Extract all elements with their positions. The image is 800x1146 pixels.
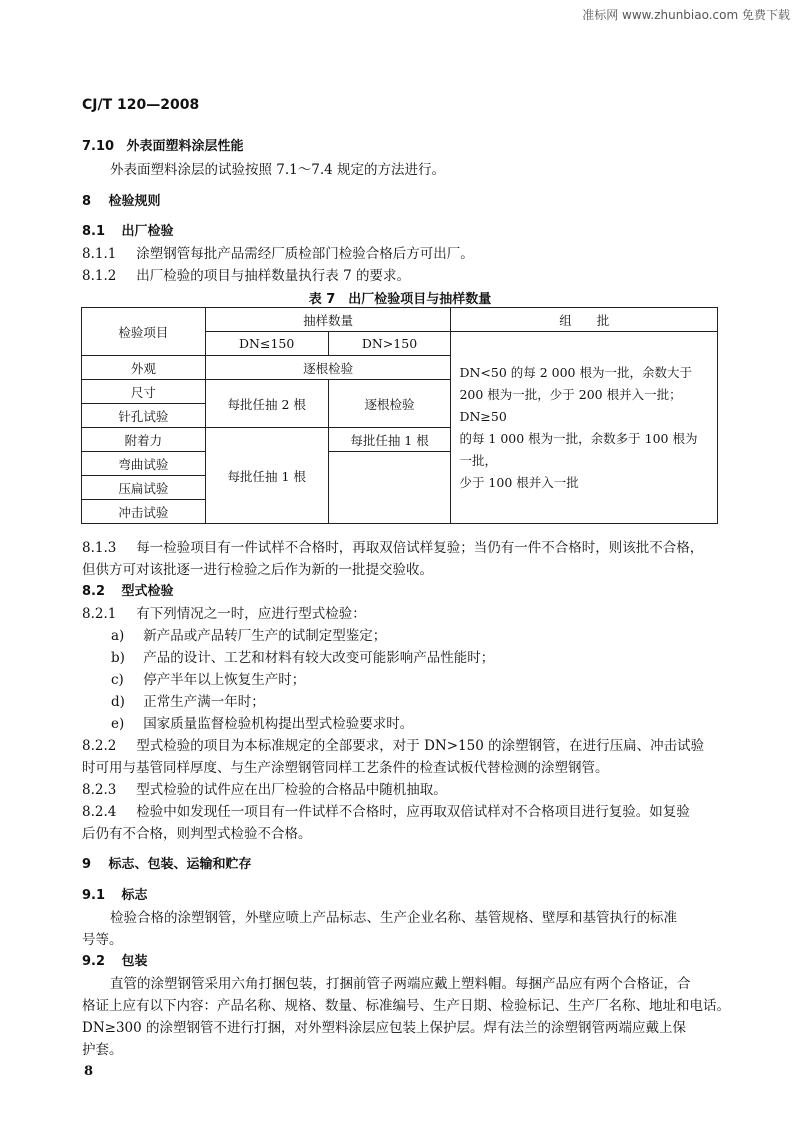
paragraph-8-2-1 bbox=[82, 602, 366, 622]
paragraph-8-1-1 bbox=[82, 242, 474, 262]
batch-rule-line: 的每 1 000 根为一批，余数多于 100 根为一批， bbox=[459, 430, 698, 468]
header-dn-le-150: DN≤150 bbox=[205, 332, 328, 356]
paragraph-8-1-3 bbox=[82, 536, 703, 556]
section-number: 8.1 bbox=[82, 224, 106, 239]
clause-number: 8.1.2 bbox=[82, 268, 117, 284]
batch-rule-line: DN<50 的每 2 000 根为一批，余数大于 bbox=[459, 364, 692, 380]
row-label-impact: 冲击试验 bbox=[82, 500, 206, 524]
batch-rule-cell bbox=[451, 332, 718, 524]
row-label-size: 尺寸 bbox=[82, 380, 206, 404]
paragraph-8-2-2 bbox=[82, 734, 704, 754]
clause-number: 8.2.4 bbox=[82, 804, 117, 820]
header-batch: 组 批 bbox=[451, 308, 718, 332]
cell-each-batch-1: 每批任抽 1 根 bbox=[205, 428, 328, 524]
heading-8-2 bbox=[82, 580, 174, 599]
cell-each-batch-1-dn-gt: 每批任抽 1 根 bbox=[328, 428, 451, 452]
section-title: 检验规则 bbox=[108, 194, 161, 209]
list-label: b) bbox=[111, 650, 125, 666]
paragraph-9-1: 检验合格的涂塑钢管，外壁应喷上产品标志、生产企业名称、基管规格、壁厚和基管执行的标准 bbox=[110, 910, 677, 926]
paragraph-9-2: 直管的涂塑钢管采用六角打捆包装，打捆前管子两端应戴上塑料帽。每捆产品应有两个合格证，合 bbox=[110, 976, 691, 992]
row-label-flattening: 压扁试验 bbox=[82, 476, 206, 500]
list-item bbox=[111, 712, 413, 732]
list-label: d) bbox=[111, 694, 125, 710]
list-text: 停产半年以上恢复生产时； bbox=[143, 672, 306, 688]
paragraph-8-2-2-cont: 时可用与基管同样厚度、与生产涂塑钢管同样工艺条件的检查试板代替检测的涂塑钢管。 bbox=[82, 760, 609, 776]
list-text: 产品的设计、工艺和材料有较大改变可能影响产品性能时； bbox=[143, 650, 495, 666]
row-label-adhesion: 附着力 bbox=[82, 428, 206, 452]
paragraph-9-2-cont: 格证上应有以下内容：产品名称、规格、数量、标准编号、生产日期、检验标记、生产厂名称、地址和电话。 bbox=[82, 998, 730, 1014]
section-title: 标志 bbox=[121, 888, 148, 903]
list-item bbox=[111, 668, 305, 688]
clause-text: 型式检验的试件应在出厂检验的合格品中随机抽取。 bbox=[136, 782, 447, 798]
section-title: 型式检验 bbox=[121, 584, 174, 599]
section-title: 外表面塑料涂层性能 bbox=[126, 139, 244, 154]
inspection-table bbox=[81, 307, 718, 524]
list-item bbox=[111, 690, 265, 710]
section-number: 7.10 bbox=[82, 139, 115, 154]
header-sampling: 抽样数量 bbox=[205, 308, 451, 332]
header-dn-gt-150: DN>150 bbox=[328, 332, 451, 356]
section-number: 9.1 bbox=[82, 888, 106, 903]
clause-number: 8.1.3 bbox=[82, 540, 117, 556]
list-label: a) bbox=[111, 628, 125, 644]
page-number: 8 bbox=[84, 1064, 94, 1079]
clause-text: 涂塑钢管每批产品需经厂质检部门检验合格后方可出厂。 bbox=[136, 246, 474, 262]
paragraph-8-2-3 bbox=[82, 778, 447, 798]
row-label-pinhole: 针孔试验 bbox=[82, 404, 206, 428]
list-text: 正常生产满一年时； bbox=[143, 694, 265, 710]
cell-each-root-2: 逐根检验 bbox=[328, 380, 451, 428]
clause-text: 检验中如发现任一项目有一件试样不合格时，应再取双倍试样对不合格项目进行复验。如复验 bbox=[136, 804, 690, 820]
paragraph-9-2-cont: 护套。 bbox=[82, 1042, 123, 1058]
clause-number: 8.1.1 bbox=[82, 246, 117, 262]
list-item bbox=[111, 646, 494, 666]
paragraph-7-10: 外表面塑料涂层的试验按照 7.1～7.4 规定的方法进行。 bbox=[110, 162, 446, 178]
paragraph-8-2-4-cont: 后仍有不合格，则判型式检验不合格。 bbox=[82, 826, 312, 842]
row-label-bending: 弯曲试验 bbox=[82, 452, 206, 476]
paragraph-9-1-cont: 号等。 bbox=[82, 932, 123, 948]
batch-rule-line: 200 根为一批，少于 200 根并入一批；DN≥50 bbox=[459, 386, 682, 424]
heading-9 bbox=[82, 853, 252, 872]
list-text: 新产品或产品转厂生产的试制定型鉴定； bbox=[143, 628, 387, 644]
clause-number: 8.2.2 bbox=[82, 738, 117, 754]
section-number: 9 bbox=[82, 857, 92, 872]
list-item bbox=[111, 624, 386, 644]
list-label: c) bbox=[111, 672, 124, 688]
section-number: 9.2 bbox=[82, 954, 106, 969]
cell-each-batch-2: 每批任抽 2 根 bbox=[205, 380, 328, 428]
clause-text: 有下列情况之一时，应进行型式检验： bbox=[136, 606, 366, 622]
paragraph-8-2-4 bbox=[82, 800, 690, 820]
heading-7-10 bbox=[82, 135, 244, 154]
cell-each-root: 逐根检验 bbox=[205, 356, 451, 380]
section-title: 包装 bbox=[121, 954, 148, 969]
header-item: 检验项目 bbox=[82, 308, 206, 356]
clause-text: 型式检验的项目为本标准规定的全部要求，对于 DN>150 的涂塑钢管，在进行压扁、冲击试验 bbox=[136, 738, 705, 754]
clause-number: 8.2.1 bbox=[82, 606, 117, 622]
clause-number: 8.2.3 bbox=[82, 782, 117, 798]
watermark: 准标网 www.zhunbiao.com 免费下载 bbox=[582, 8, 790, 22]
paragraph-8-1-2 bbox=[82, 264, 410, 284]
section-number: 8.2 bbox=[82, 584, 106, 599]
list-label: e) bbox=[111, 716, 125, 732]
heading-9-2 bbox=[82, 950, 148, 969]
clause-text: 出厂检验的项目与抽样数量执行表 7 的要求。 bbox=[136, 268, 410, 284]
heading-8 bbox=[82, 190, 161, 209]
heading-9-1 bbox=[82, 884, 148, 903]
batch-rule-line: 少于 100 根并入一批 bbox=[459, 474, 579, 490]
section-title: 出厂检验 bbox=[121, 224, 174, 239]
heading-8-1 bbox=[82, 220, 174, 239]
paragraph-9-2-cont: DN≥300 的涂塑钢管不进行打捆，对外塑料涂层应包装上保护层。焊有法兰的涂塑钢管两端应戴上保 bbox=[82, 1020, 687, 1036]
cell-empty bbox=[328, 452, 451, 524]
standard-code: CJ/T 120—2008 bbox=[82, 97, 200, 113]
paragraph-8-1-3-cont: 但供方可对该批逐一进行检验之后作为新的一批提交验收。 bbox=[82, 562, 433, 578]
clause-text: 每一检验项目有一件试样不合格时，再取双倍试样复验；当仍有一件不合格时，则该批不合格， bbox=[136, 540, 704, 556]
list-text: 国家质量监督检验机构提出型式检验要求时。 bbox=[143, 716, 414, 732]
table-caption: 表 7 出厂检验项目与抽样数量 bbox=[308, 292, 492, 307]
section-number: 8 bbox=[82, 194, 92, 209]
row-label-appearance: 外观 bbox=[82, 356, 206, 380]
section-title: 标志、包装、运输和贮存 bbox=[108, 857, 252, 872]
